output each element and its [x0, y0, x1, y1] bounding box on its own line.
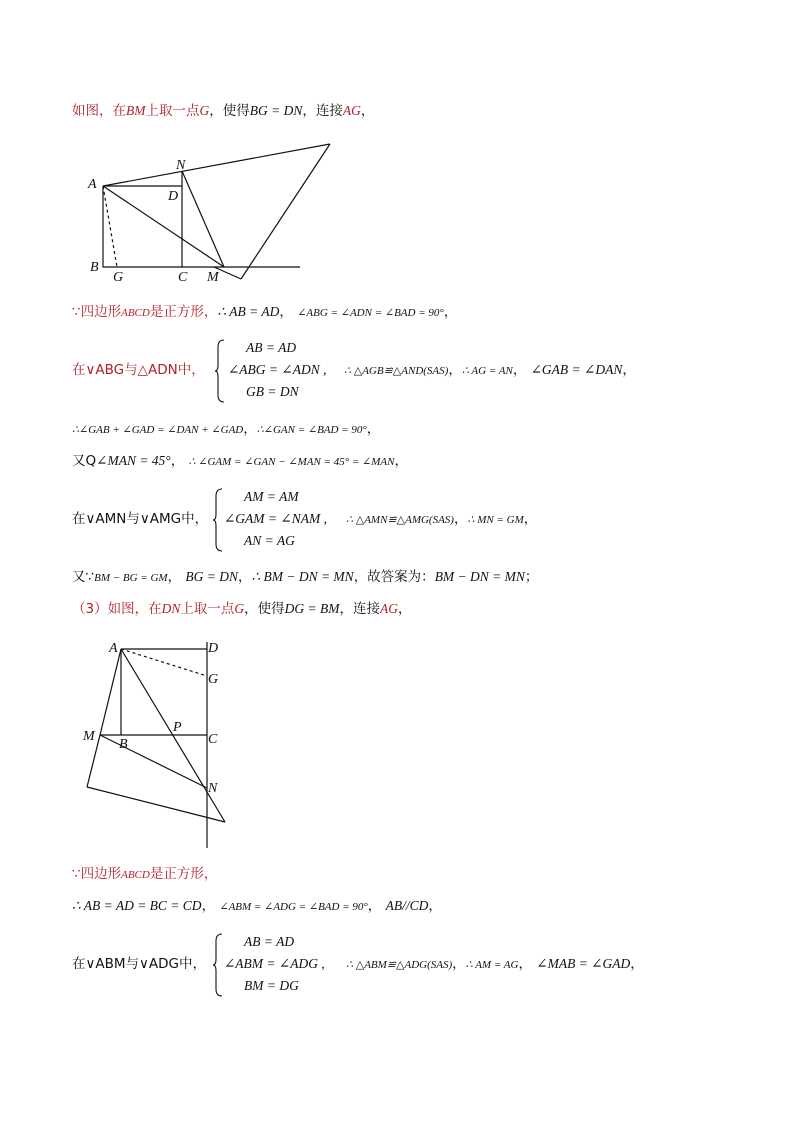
equation: AB = AD	[244, 934, 295, 949]
text: ，	[394, 453, 408, 469]
equation: ∴ BM − DN = MN	[251, 569, 354, 584]
equation-system	[224, 931, 325, 997]
var: G	[199, 103, 210, 118]
equation: ∴ AG = AN	[461, 365, 513, 377]
geometry-figure-2	[80, 636, 250, 851]
equation: ∴ AB = AD	[217, 304, 280, 319]
label-b: B	[90, 260, 99, 275]
text: ，	[523, 511, 538, 527]
text: ，	[443, 304, 458, 320]
text: 在∨ABG与△ADN中，	[72, 362, 205, 378]
line-9	[72, 865, 217, 884]
text: 是正方形，	[149, 866, 218, 882]
equation: ∠ABG = ∠ADN = ∠BAD = 90°	[297, 307, 444, 319]
text: ，	[360, 103, 375, 119]
equation: ∴∠GAN = ∠BAD = 90°	[256, 424, 367, 436]
text: ，	[452, 956, 466, 972]
equation: DG = BM	[284, 601, 340, 616]
text: 在∨ABM与∨ADG中，	[72, 956, 206, 972]
text: ，	[170, 453, 185, 469]
label-n: N	[176, 158, 186, 173]
line-4	[72, 420, 380, 439]
equation: ∴ △AMN≌△AMG(SAS)	[346, 514, 454, 526]
text: 又∵	[72, 569, 95, 585]
var: G	[234, 601, 245, 616]
label-a: A	[109, 641, 118, 656]
equation-system	[224, 486, 327, 552]
equation: ∠GAB = ∠DAN	[530, 362, 623, 377]
text: ，	[366, 421, 381, 437]
label-m: M	[207, 270, 219, 285]
var: ABCD	[121, 869, 150, 881]
line-1	[72, 102, 374, 120]
line-6-conclusion	[346, 510, 537, 529]
label-c: C	[178, 270, 188, 285]
line-3	[72, 361, 205, 379]
left-brace	[212, 933, 224, 997]
text: ∵四边形	[72, 304, 122, 320]
text: ；	[524, 569, 539, 585]
label-d: D	[208, 641, 219, 656]
line-2	[72, 303, 457, 322]
line-6	[72, 510, 208, 528]
var: DN	[161, 601, 181, 616]
equation: AN = AG	[244, 533, 295, 548]
var: AG	[379, 601, 398, 616]
text: ，	[367, 898, 382, 914]
equation: ∠ABM = ∠ADG ,	[224, 956, 325, 971]
label-g: G	[208, 672, 219, 687]
label-m: M	[83, 729, 95, 744]
var: ABCD	[121, 307, 150, 319]
equation: BM − BG = GM	[94, 572, 168, 584]
equation: AB//CD	[385, 898, 429, 913]
line-8	[72, 600, 411, 618]
line-11	[72, 955, 206, 973]
label-b: B	[119, 737, 128, 752]
text: ，	[512, 362, 527, 378]
line-11-conclusion	[346, 955, 644, 974]
text: ，	[201, 898, 216, 914]
line-10	[72, 897, 442, 916]
equation: ∴ AM = AG	[465, 959, 519, 971]
text: 是正方形，	[149, 304, 218, 320]
equation: ∠MAN = 45°	[96, 453, 171, 468]
equation: ∠ABM = ∠ADG = ∠BAD = 90°	[219, 901, 368, 913]
text: ，	[453, 511, 468, 527]
text: ，使得	[244, 601, 285, 617]
line-3-conclusion	[344, 361, 636, 380]
equation: ∴ AB = AD = BC = CD	[72, 898, 202, 913]
text: ，	[397, 601, 412, 617]
line-7	[72, 568, 538, 587]
text: （3）如图，在	[72, 601, 162, 617]
text: ，	[238, 569, 252, 585]
label-g: G	[113, 270, 124, 285]
equation: ∠MAB = ∠GAD	[536, 956, 631, 971]
equation: ∴ ∠GAM = ∠GAN − ∠MAN = 45° = ∠MAN	[188, 456, 395, 468]
left-brace	[212, 488, 224, 552]
label-a: A	[88, 177, 97, 192]
text: ，	[622, 362, 636, 378]
equation: AM = AM	[244, 489, 299, 504]
text: ，故答案为：	[353, 569, 435, 585]
line-5	[72, 452, 408, 471]
label-c: C	[208, 732, 218, 747]
text: ，	[167, 569, 182, 585]
equation: ∴∠GAB + ∠GAD = ∠DAN + ∠GAD	[72, 424, 244, 436]
text: 上取一点	[145, 103, 200, 119]
text: ∵四边形	[72, 866, 122, 882]
label-d: D	[168, 189, 179, 204]
equation: ∴ △AGB≌△AND(SAS)	[344, 365, 449, 377]
text: 在∨AMN与∨AMG中，	[72, 511, 209, 527]
text: ，连接	[339, 601, 380, 617]
geometry-figure-1	[82, 138, 382, 298]
equation: ∴ MN = GM	[467, 514, 524, 526]
text: ，	[518, 956, 532, 972]
text: ，	[448, 362, 462, 378]
equation: BM = DG	[244, 978, 299, 993]
label-n: N	[208, 781, 218, 796]
label-p: P	[173, 720, 182, 735]
left-brace	[214, 339, 226, 403]
equation: ∠GAM = ∠NAM ,	[224, 511, 327, 526]
text: 上取一点	[180, 601, 235, 617]
text: ，	[279, 304, 293, 320]
var: BM	[126, 103, 146, 118]
text: ，	[630, 956, 644, 972]
equation: ∠ABG = ∠ADN ,	[228, 362, 327, 377]
equation: ∴ △ABM≌△ADG(SAS)	[346, 959, 453, 971]
equation: BG = DN	[185, 569, 238, 584]
equation: AB = AD	[246, 340, 297, 355]
var: AG	[342, 103, 361, 118]
equation: BM − DN = MN	[434, 569, 525, 584]
text: 如图，在	[72, 103, 126, 119]
text: 又Q	[72, 453, 97, 469]
equation: BG = DN	[249, 103, 303, 118]
text: ，使得	[209, 103, 250, 119]
equation: GB = DN	[246, 384, 299, 399]
text: ，连接	[302, 103, 343, 119]
text: ，	[243, 421, 257, 437]
text: ，	[428, 898, 442, 914]
equation-system	[228, 337, 326, 403]
